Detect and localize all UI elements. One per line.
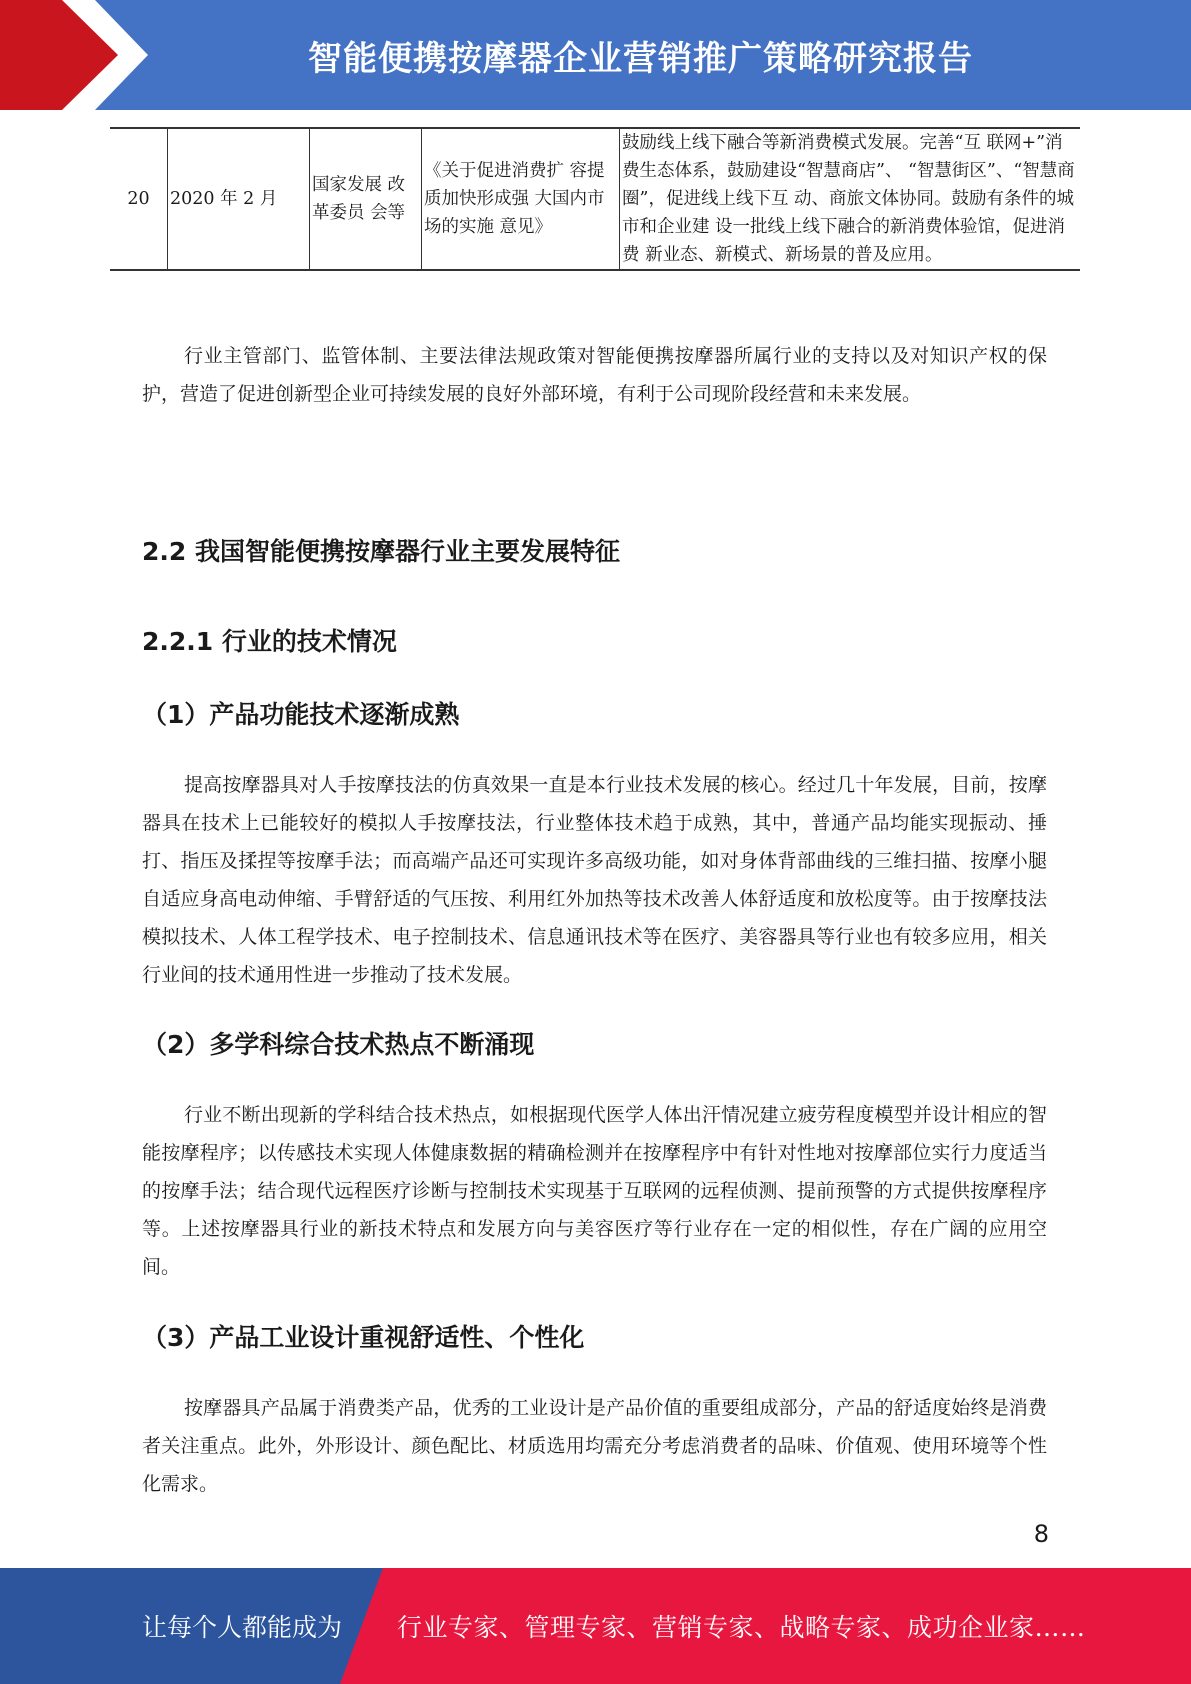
item-heading-1: （1）产品功能技术逐渐成熟 — [142, 700, 460, 729]
row-content: 鼓励线上线下融合等新消费模式发展。完善“互 联网+”消费生态体系，鼓励建设“智慧商店”、 “智慧街区”、“智慧商圈”，促进线上线下互 动、商旅文体协同。鼓励有条件的城市和企业建 设一批线上线下融合的新消费体验馆，促进消费 新业态、新模式、新场景的普及应用。 — [620, 128, 1081, 270]
row-date: 2020 年 2 月 — [168, 128, 310, 270]
item-paragraph-1: 提高按摩器具对人手按摩技法的仿真效果一直是本行业技术发展的核心。经过几十年发展，目前，按摩器具在技术上已能较好的模拟人手按摩技法，行业整体技术趋于成熟，其中，普通产品均能实现振动、捶打、指压及揉捏等按摩手法；而高端产品还可实现许多高级功能，如对身体背部曲线的三维扫描、按摩小腿自适应身高电动伸缩、手臂舒适的气压按、利用红外加热等技术改善人体舒适度和放松度等。由于按摩技法模拟技术、人体工程学技术、电子控制技术、信息通讯技术等在医疗、美容器具等行业也有较多应用，相关行业间的技术通用性进一步推动了技术发展。 — [142, 774, 1047, 986]
item-paragraph-2: 行业不断出现新的学科结合技术热点，如根据现代医学人体出汗情况建立疲劳程度模型并设计相应的智能按摩程序；以传感技术实现人体健康数据的精确检测并在按摩程序中有针对性地对按摩部位实行力度适当的按摩手法；结合现代远程医疗诊断与控制技术实现基于互联网的远程侦测、提前预警的方式提供按摩程序等。上述按摩器具行业的新技术特点和发展方向与美容医疗等行业存在一定的相似性，存在广阔的应用空间。 — [142, 1104, 1047, 1278]
document-title: 智能便携按摩器企业营销推广策略研究报告 — [308, 38, 973, 79]
intro-paragraph: 行业主管部门、监管体制、主要法律法规政策对智能便携按摩器所属行业的支持以及对知识产权的保护，营造了促进创新型企业可持续发展的良好外部环境，有利于公司现阶段经营和未来发展。 — [142, 345, 1047, 405]
table-row — [110, 128, 1080, 270]
subsection-heading: 2.2.1 行业的技术情况 — [142, 627, 397, 656]
item-heading-2: （2）多学科综合技术热点不断涌现 — [142, 1030, 535, 1059]
section-heading: 2.2 我国智能便携按摩器行业主要发展特征 — [142, 537, 620, 566]
row-number: 20 — [110, 128, 168, 270]
page-number: 8 — [1033, 1520, 1049, 1548]
item-paragraph-3: 按摩器具产品属于消费类产品，优秀的工业设计是产品价值的重要组成部分，产品的舒适度始终是消费者关注重点。此外，外形设计、颜色配比、材质选用均需充分考虑消费者的品味、价值观、使用环境等个性化需求。 — [142, 1397, 1047, 1495]
row-department: 国家发展 改革委员 会等 — [310, 128, 422, 270]
footer-slogan-left: 让每个人都能成为 — [142, 1613, 343, 1642]
header-arrow-decoration — [0, 0, 160, 110]
page-header — [0, 0, 1191, 110]
footer-slogan-right: 行业专家、管理专家、营销专家、战略专家、成功企业家…… — [397, 1613, 1086, 1642]
row-document: 《关于促进消费扩 容提质加快形成强 大国内市场的实施 意见》 — [422, 128, 620, 270]
page-footer — [0, 1568, 1191, 1684]
policy-table — [110, 127, 1080, 271]
item-heading-3: （3）产品工业设计重视舒适性、个性化 — [142, 1323, 585, 1352]
